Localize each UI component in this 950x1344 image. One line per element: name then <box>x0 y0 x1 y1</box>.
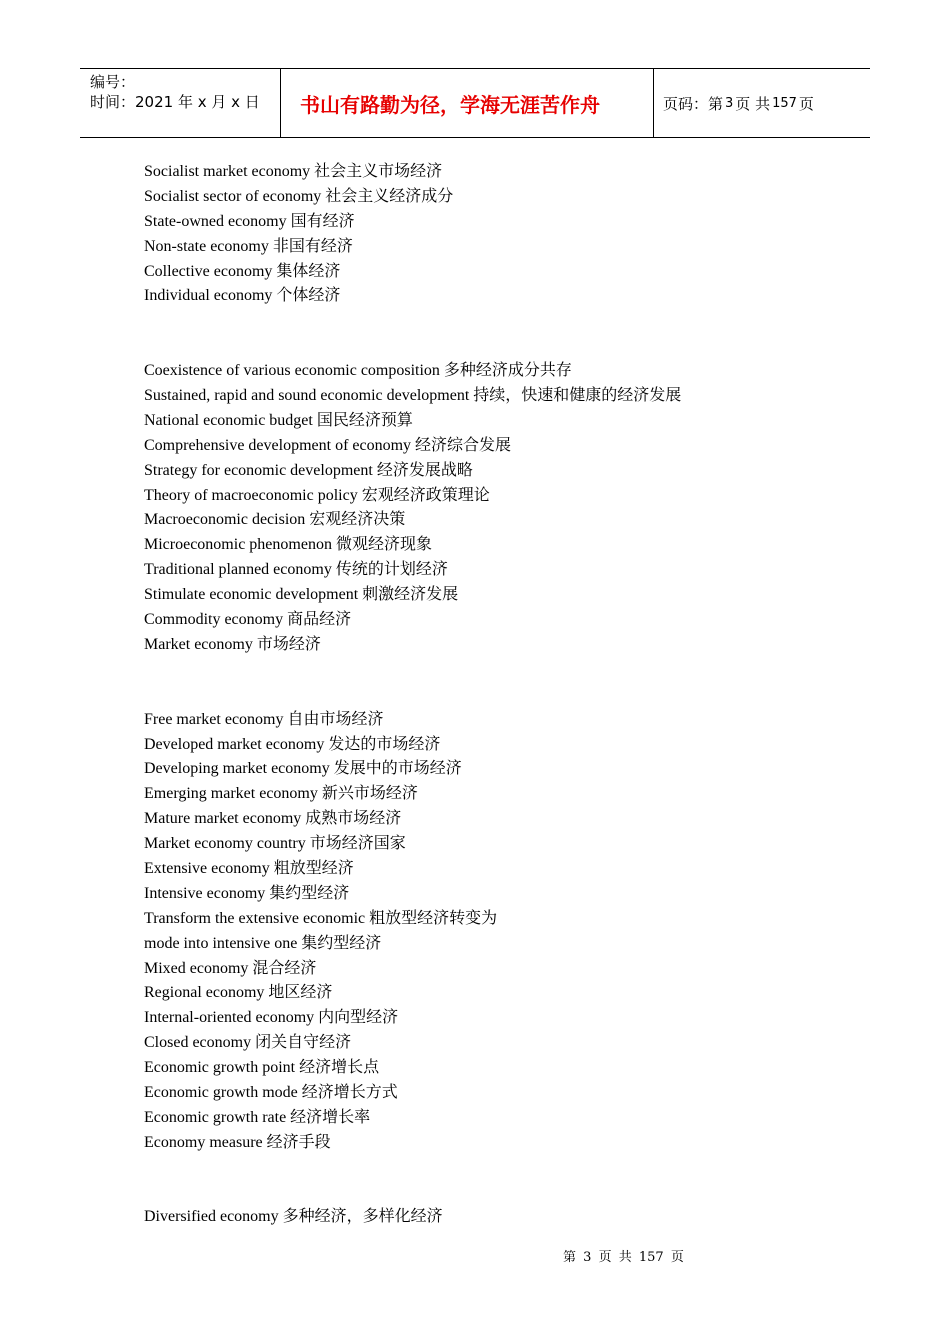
page-suffix: 页 <box>798 94 814 113</box>
page-total: 157 <box>772 95 797 111</box>
glossary-entry: Traditional planned economy 传统的计划经济 <box>144 561 448 579</box>
glossary-entry: State-owned economy 国有经济 <box>144 212 355 230</box>
glossary-entry: Comprehensive development of economy 经济综合发展 <box>144 436 512 454</box>
footer-di: 第 <box>563 1250 577 1265</box>
glossary-entry: Mature market economy 成熟市场经济 <box>144 810 402 828</box>
glossary-entry: Strategy for economic development 经济发展战略 <box>144 461 473 479</box>
glossary-entry: Internal-oriented economy 内向型经济 <box>144 1009 399 1027</box>
glossary-entry: Mixed economy 混合经济 <box>144 959 317 977</box>
footer-total: 157 <box>638 1250 664 1265</box>
header-meta <box>80 69 281 137</box>
header-motto: 书山有路勤为径，学海无涯苦作舟 <box>281 69 654 137</box>
glossary-entry: Theory of macroeconomic policy 宏观经济政策理论 <box>144 486 490 504</box>
page-header <box>80 68 870 138</box>
glossary-entry: Developed market economy 发达的市场经济 <box>144 735 441 753</box>
glossary-content <box>144 160 844 1230</box>
time-label: 时间：2021 年 x 月 x 日 <box>90 93 260 111</box>
glossary-entry: Emerging market economy 新兴市场经济 <box>144 785 418 803</box>
footer-ye-end: 页 <box>670 1250 684 1265</box>
glossary-entry: Diversified economy 多种经济，多样化经济 <box>144 1208 443 1226</box>
glossary-entry: mode into intensive one 集约型经济 <box>144 934 382 952</box>
glossary-entry: Economic growth rate 经济增长率 <box>144 1108 371 1126</box>
footer-page: 3 <box>583 1250 592 1265</box>
glossary-entry: Market economy country 市场经济国家 <box>144 835 406 853</box>
number-label: 编号： <box>90 73 136 91</box>
glossary-entry: National economic budget 国民经济预算 <box>144 411 413 429</box>
page-mid: 页 共 <box>735 94 771 113</box>
glossary-entry: Sustained, rapid and sound economic development 持续，快速和健康的经济发展 <box>144 387 682 405</box>
footer-gong: 共 <box>618 1250 632 1265</box>
group-spacer <box>144 1156 844 1206</box>
glossary-entry: Macroeconomic decision 宏观经济决策 <box>144 511 406 529</box>
glossary-entry: Free market economy 自由市场经济 <box>144 710 384 728</box>
glossary-entry: Coexistence of various economic composition 多种经济成分共存 <box>144 362 572 380</box>
glossary-entry: Closed economy 闭关自守经济 <box>144 1034 352 1052</box>
header-page-info <box>654 69 870 137</box>
group-spacer <box>144 658 844 708</box>
glossary-entry: Market economy 市场经济 <box>144 635 321 653</box>
group-spacer <box>144 309 844 359</box>
glossary-entry: Microeconomic phenomenon 微观经济现象 <box>144 536 432 554</box>
glossary-entry: Intensive economy 集约型经济 <box>144 884 350 902</box>
glossary-entry: Commodity economy 商品经济 <box>144 611 352 629</box>
glossary-entry: Non-state economy 非国有经济 <box>144 237 353 255</box>
page-current: 3 <box>725 95 734 111</box>
glossary-entry: Individual economy 个体经济 <box>144 287 341 305</box>
glossary-entry: Transform the extensive economic 粗放型经济转变为 <box>144 909 498 927</box>
glossary-entry: Socialist market economy 社会主义市场经济 <box>144 163 443 180</box>
glossary-entry: Economic growth point 经济增长点 <box>144 1059 380 1077</box>
glossary-entry: Economy measure 经济手段 <box>144 1133 331 1151</box>
page-footer <box>563 1246 687 1265</box>
glossary-entry: Extensive economy 粗放型经济 <box>144 859 354 877</box>
glossary-entry: Developing market economy 发展中的市场经济 <box>144 760 462 778</box>
glossary-entry: Regional economy 地区经济 <box>144 984 333 1002</box>
glossary-entry: Collective economy 集体经济 <box>144 262 341 280</box>
glossary-entry: Socialist sector of economy 社会主义经济成分 <box>144 187 454 205</box>
footer-ye: 页 <box>598 1250 612 1265</box>
page-prefix: 页码：第 <box>663 94 724 113</box>
glossary-entry: Stimulate economic development 刺激经济发展 <box>144 586 459 604</box>
glossary-entry: Economic growth mode 经济增长方式 <box>144 1083 398 1101</box>
